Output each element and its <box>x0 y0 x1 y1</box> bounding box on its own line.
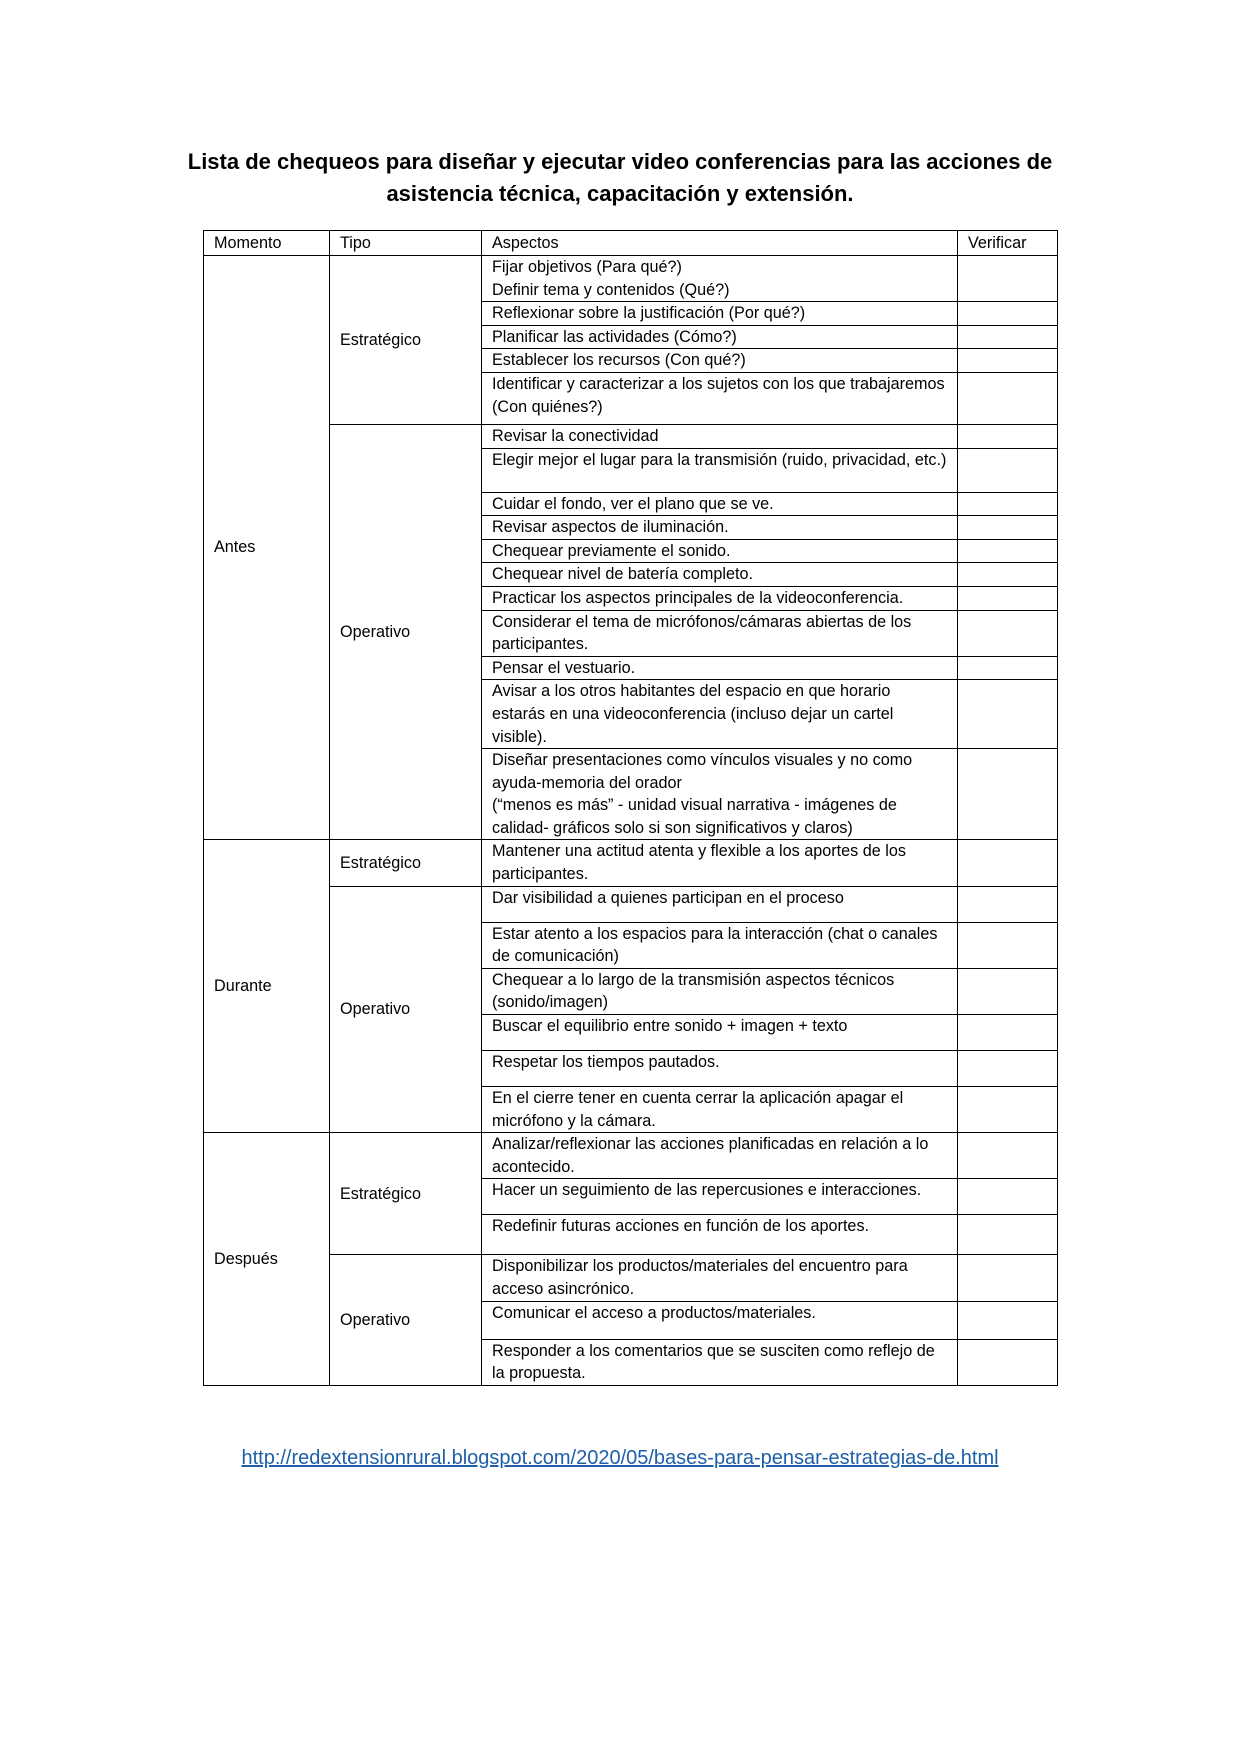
verify-cell[interactable] <box>958 302 1058 326</box>
aspect-cell: Mantener una actitud atenta y flexible a los aportes de los participantes. <box>482 840 958 886</box>
header-momento: Momento <box>204 231 330 256</box>
aspect-cell: Establecer los recursos (Con qué?) <box>482 349 958 373</box>
verify-cell[interactable] <box>958 516 1058 540</box>
verify-cell[interactable] <box>958 325 1058 349</box>
verify-cell[interactable] <box>958 539 1058 563</box>
verify-cell[interactable] <box>958 1051 1058 1087</box>
aspect-cell: Revisar aspectos de iluminación. <box>482 516 958 540</box>
aspect-cell: En el cierre tener en cuenta cerrar la aplicación apagar el micrófono y la cámara. <box>482 1087 958 1133</box>
aspect-cell: Chequear previamente el sonido. <box>482 539 958 563</box>
verify-cell[interactable] <box>958 1133 1058 1179</box>
tipo-cell: Estratégico <box>330 840 482 886</box>
verify-cell[interactable] <box>958 349 1058 373</box>
aspect-cell: Redefinir futuras acciones en función de los aportes. <box>482 1215 958 1255</box>
aspect-cell: Respetar los tiempos pautados. <box>482 1051 958 1087</box>
aspect-cell: Revisar la conectividad <box>482 424 958 448</box>
aspect-cell: Hacer un seguimiento de las repercusiones e interacciones. <box>482 1179 958 1215</box>
table-row <box>204 1255 1058 1301</box>
verify-cell[interactable] <box>958 1255 1058 1301</box>
title-line-1: Lista de chequeos para diseñar y ejecutar video conferencias para las acciones de <box>187 149 1053 174</box>
title-line-2: asistencia técnica, capacitación y extensión. <box>386 181 854 206</box>
tipo-cell: Estratégico <box>330 1133 482 1255</box>
momento-cell: Después <box>204 1133 330 1386</box>
source-link[interactable]: http://redextensionrural.blogspot.com/2020/05/bases-para-pensar-estrategias-de.html <box>241 1447 999 1469</box>
verify-cell[interactable] <box>958 1087 1058 1133</box>
checklist-table <box>203 230 1058 1386</box>
header-verificar: Verificar <box>958 231 1058 256</box>
aspect-cell: Diseñar presentaciones como vínculos visuales y no como ayuda-memoria del orador (“menos es más” - unidad visual narrativa - imágenes de calidad- gráficos solo si son significativos y claros) <box>482 749 958 840</box>
verify-cell[interactable] <box>958 968 1058 1014</box>
aspect-cell: Reflexionar sobre la justificación (Por qué?) <box>482 302 958 326</box>
verify-cell[interactable] <box>958 372 1058 424</box>
aspect-cell: Comunicar el acceso a productos/materiales. <box>482 1301 958 1339</box>
verify-cell[interactable] <box>958 256 1058 302</box>
header-aspectos: Aspectos <box>482 231 958 256</box>
aspect-cell: Identificar y caracterizar a los sujetos con los que trabajaremos (Con quiénes?) <box>482 372 958 424</box>
aspect-cell: Cuidar el fondo, ver el plano que se ve. <box>482 492 958 516</box>
aspect-cell: Fijar objetivos (Para qué?) Definir tema y contenidos (Qué?) <box>482 256 958 302</box>
aspect-cell: Avisar a los otros habitantes del espacio en que horario estarás en una videoconferencia (incluso dejar un cartel visible). <box>482 680 958 749</box>
table-body <box>204 256 1058 1386</box>
aspect-cell: Pensar el vestuario. <box>482 656 958 680</box>
verify-cell[interactable] <box>958 680 1058 749</box>
verify-cell[interactable] <box>958 1301 1058 1339</box>
aspect-cell: Chequear a lo largo de la transmisión aspectos técnicos (sonido/imagen) <box>482 968 958 1014</box>
aspect-cell: Elegir mejor el lugar para la transmisión (ruido, privacidad, etc.) <box>482 448 958 492</box>
verify-cell[interactable] <box>958 563 1058 587</box>
tipo-cell: Operativo <box>330 886 482 1133</box>
aspect-cell: Planificar las actividades (Cómo?) <box>482 325 958 349</box>
verify-cell[interactable] <box>958 492 1058 516</box>
verify-cell[interactable] <box>958 1179 1058 1215</box>
momento-cell: Durante <box>204 840 330 1133</box>
verify-cell[interactable] <box>958 1215 1058 1255</box>
aspect-cell: Responder a los comentarios que se susciten como reflejo de la propuesta. <box>482 1339 958 1385</box>
aspect-cell: Disponibilizar los productos/materiales del encuentro para acceso asincrónico. <box>482 1255 958 1301</box>
document-title <box>150 146 1090 210</box>
table-row <box>204 886 1058 922</box>
verify-cell[interactable] <box>958 586 1058 610</box>
verify-cell[interactable] <box>958 749 1058 840</box>
aspect-cell: Analizar/reflexionar las acciones planificadas en relación a lo acontecido. <box>482 1133 958 1179</box>
verify-cell[interactable] <box>958 1339 1058 1385</box>
table-row <box>204 840 1058 886</box>
momento-cell: Antes <box>204 256 330 840</box>
tipo-cell: Operativo <box>330 1255 482 1385</box>
aspect-cell: Practicar los aspectos principales de la videoconferencia. <box>482 586 958 610</box>
verify-cell[interactable] <box>958 610 1058 656</box>
aspect-cell: Dar visibilidad a quienes participan en el proceso <box>482 886 958 922</box>
table-row <box>204 1133 1058 1179</box>
verify-cell[interactable] <box>958 1015 1058 1051</box>
tipo-cell: Operativo <box>330 424 482 840</box>
aspect-cell: Buscar el equilibrio entre sonido + imagen + texto <box>482 1015 958 1051</box>
table-row <box>204 424 1058 448</box>
aspect-cell: Chequear nivel de batería completo. <box>482 563 958 587</box>
table-header-row <box>204 231 1058 256</box>
verify-cell[interactable] <box>958 656 1058 680</box>
verify-cell[interactable] <box>958 922 1058 968</box>
verify-cell[interactable] <box>958 448 1058 492</box>
header-tipo: Tipo <box>330 231 482 256</box>
table-row <box>204 256 1058 302</box>
verify-cell[interactable] <box>958 840 1058 886</box>
aspect-cell: Considerar el tema de micrófonos/cámaras abiertas de los participantes. <box>482 610 958 656</box>
verify-cell[interactable] <box>958 424 1058 448</box>
verify-cell[interactable] <box>958 886 1058 922</box>
aspect-cell: Estar atento a los espacios para la interacción (chat o canales de comunicación) <box>482 922 958 968</box>
tipo-cell: Estratégico <box>330 256 482 425</box>
